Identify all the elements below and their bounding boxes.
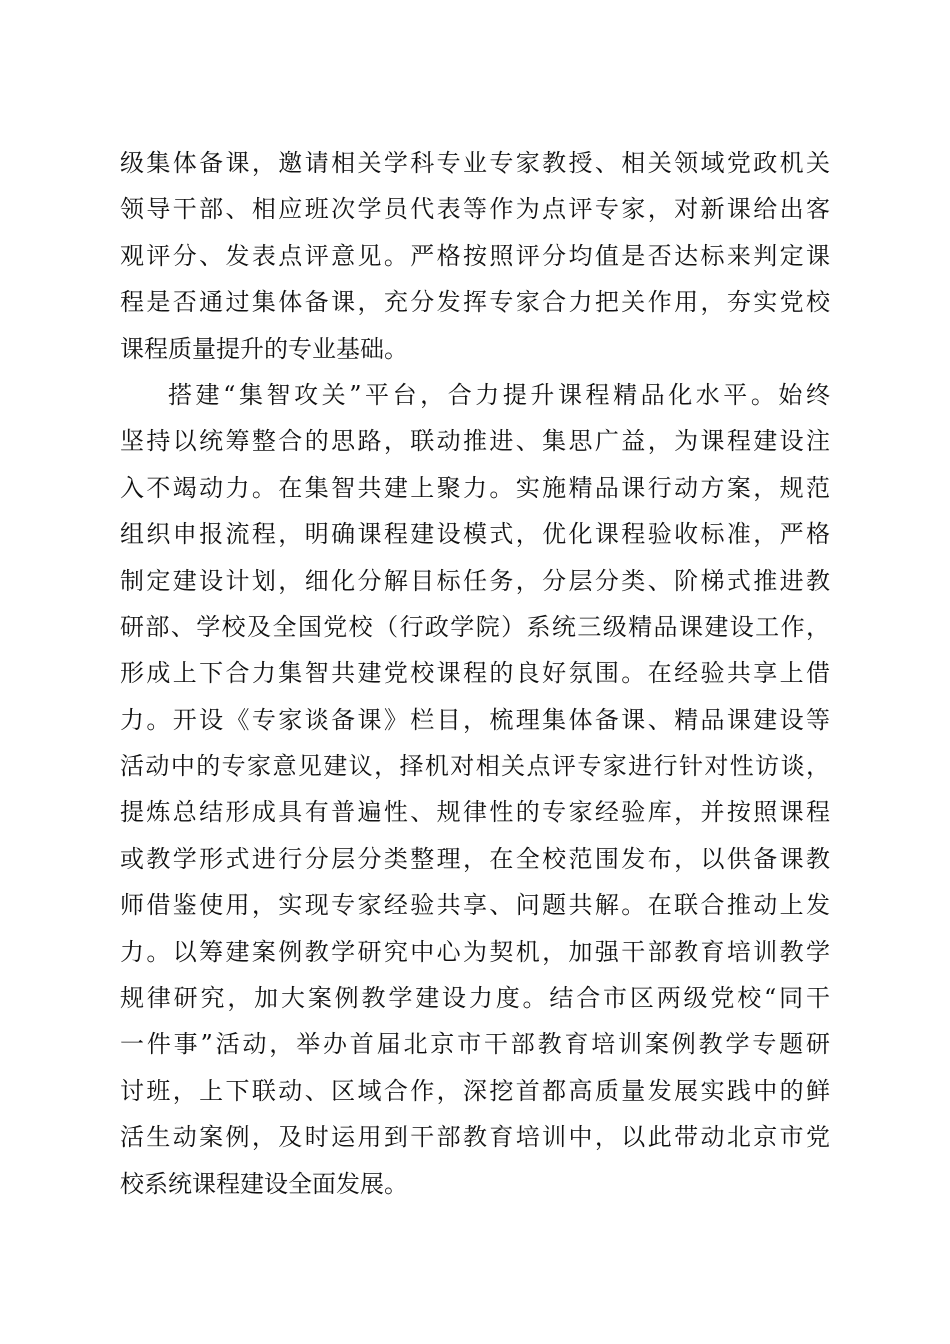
text-line: 制定建设计划，细化分解目标任务，分层分类、阶梯式推进教 (120, 566, 830, 595)
text-line: 师借鉴使用，实现专家经验共享、问题共解。在联合推动上发 (120, 891, 830, 920)
paragraph-2 (120, 372, 830, 1207)
text-line: 活生动案例，及时运用到干部教育培训中，以此带动北京市党 (120, 1123, 830, 1152)
text-line: 观评分、发表点评意见。严格按照评分均值是否达标来判定课 (120, 241, 830, 270)
text-line: 搭建“集智攻关”平台，合力提升课程精品化水平。始终 (168, 380, 830, 409)
text-line: 程是否通过集体备课，充分发挥专家合力把关作用，夯实党校 (120, 288, 830, 317)
text-line: 组织申报流程，明确课程建设模式，优化课程验收标准，严格 (120, 520, 830, 549)
text-line: 研部、学校及全国党校（行政学院）系统三级精品课建设工作， (120, 612, 830, 641)
text-line: 力。开设《专家谈备课》栏目，梳理集体备课、精品课建设等 (120, 705, 830, 734)
text-line: 讨班，上下联动、区域合作，深挖首都高质量发展实践中的鲜 (120, 1076, 830, 1105)
text-line: 课程质量提升的专业基础。 (120, 334, 408, 363)
text-line: 坚持以统筹整合的思路，联动推进、集思广益，为课程建设注 (120, 427, 830, 456)
text-line: 一件事”活动，举办首届北京市干部教育培训案例教学专题研 (120, 1030, 830, 1059)
text-line: 或教学形式进行分层分类整理，在全校范围发布，以供备课教 (120, 844, 830, 873)
text-line: 提炼总结形成具有普遍性、规律性的专家经验库，并按照课程 (120, 798, 830, 827)
text-line: 活动中的专家意见建议，择机对相关点评专家进行针对性访谈， (120, 752, 830, 781)
paragraph-1 (120, 140, 830, 372)
text-line: 校系统课程建设全面发展。 (120, 1169, 408, 1198)
text-line: 形成上下合力集智共建党校课程的良好氛围。在经验共享上借 (120, 659, 830, 688)
text-line: 入不竭动力。在集智共建上聚力。实施精品课行动方案，规范 (120, 473, 830, 502)
body-text (120, 140, 830, 1207)
text-line: 领导干部、相应班次学员代表等作为点评专家，对新课给出客 (120, 195, 830, 224)
text-line: 力。以筹建案例教学研究中心为契机，加强干部教育培训教学 (120, 937, 830, 966)
text-line: 规律研究，加大案例教学建设力度。结合市区两级党校“同干 (120, 984, 830, 1013)
text-line: 级集体备课，邀请相关学科专业专家教授、相关领域党政机关 (120, 149, 830, 177)
